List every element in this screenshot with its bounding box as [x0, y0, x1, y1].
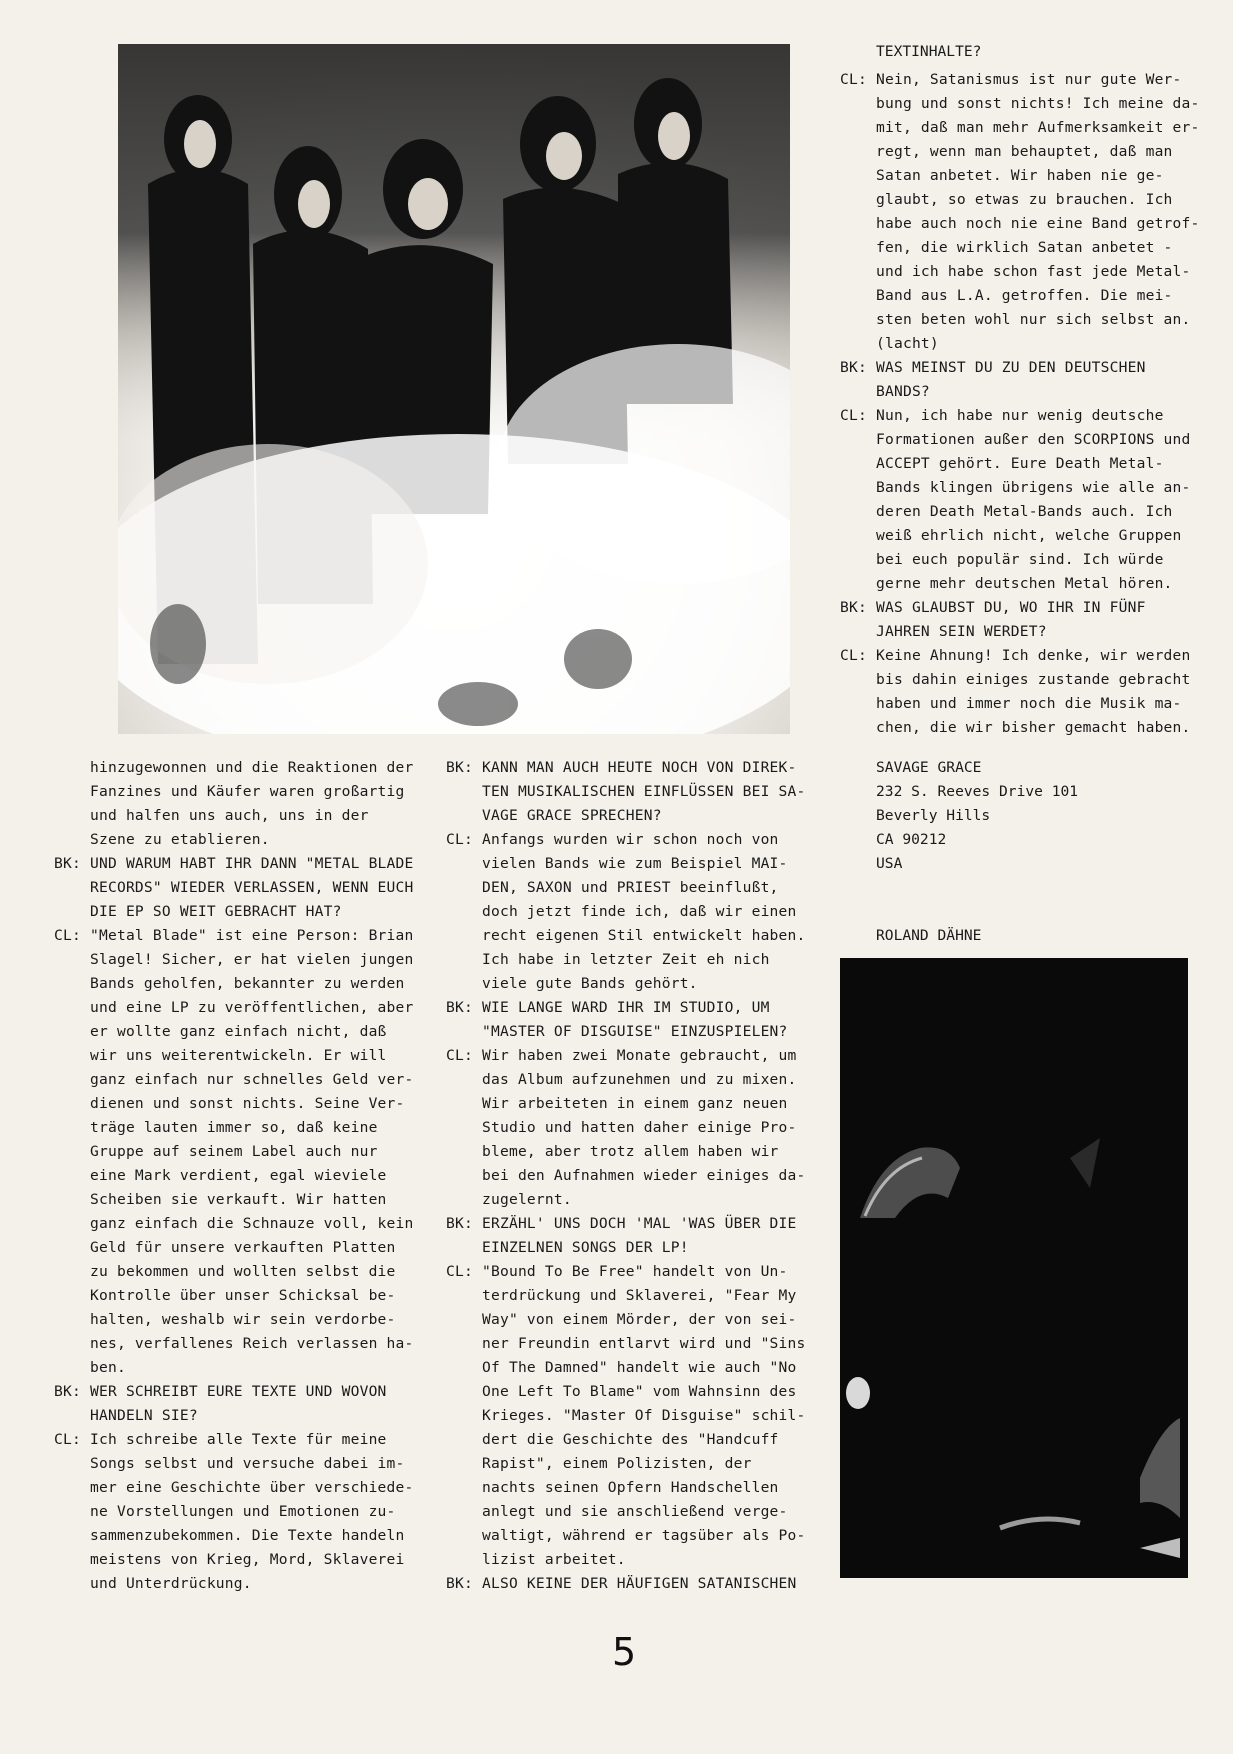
text-line: zu bekommen und wollten selbst die: [90, 1263, 396, 1280]
text-line: bleme, aber trotz allem haben wir: [482, 1143, 779, 1160]
address-line: SAVAGE GRACE: [876, 759, 982, 776]
text-line: Formationen außer den SCORPIONS und: [876, 431, 1191, 448]
column-2: [446, 756, 806, 1596]
text-line: zugelernt.: [482, 1191, 572, 1208]
text-line: EINZELNEN SONGS DER LP!: [482, 1239, 689, 1256]
text-line: dienen und sonst nichts. Seine Ver-: [90, 1095, 405, 1112]
text-line: und ich habe schon fast jede Metal-: [876, 263, 1191, 280]
speaker-label: CL:: [54, 1431, 81, 1448]
text-line: waltigt, während er tagsüber als Po-: [482, 1527, 806, 1544]
text-line: Studio und hatten daher einige Pro-: [482, 1119, 797, 1136]
text-line: ne Vorstellungen und Emotionen zu-: [90, 1503, 396, 1520]
text-line: und Unterdrückung.: [90, 1575, 252, 1592]
text-line: mit, daß man mehr Aufmerksamkeit er-: [876, 119, 1200, 136]
text-line: sammenzubekommen. Die Texte handeln: [90, 1527, 405, 1544]
paragraph-text: [876, 596, 1180, 644]
text-line: fen, die wirklich Satan anbetet -: [876, 239, 1173, 256]
text-line: Ich schreibe alle Texte für meine: [90, 1431, 387, 1448]
text-line: anlegt und sie anschließend verge-: [482, 1503, 788, 1520]
text-line: eine Mark verdient, egal wieviele: [90, 1167, 387, 1184]
interview-paragraph: [840, 644, 1191, 740]
text-line: WER SCHREIBT EURE TEXTE UND WOVON: [90, 1383, 387, 1400]
text-line: WAS GLAUBST DU, WO IHR IN FÜNF: [876, 599, 1146, 616]
text-line: viele gute Bands gehört.: [482, 975, 698, 992]
text-line: VAGE GRACE SPRECHEN?: [482, 807, 662, 824]
text-line: terdrückung und Sklaverei, "Fear My: [482, 1287, 797, 1304]
text-line: bis dahin einiges zustande gebracht: [876, 671, 1191, 688]
paragraph-text: [90, 756, 414, 852]
interview-paragraph: [446, 1212, 797, 1260]
text-line: nachts seinen Opfern Handschellen: [482, 1479, 779, 1496]
speaker-label: CL:: [446, 1263, 473, 1280]
interview-paragraph: [446, 1572, 797, 1596]
text-line: Rapist", einem Polizisten, der: [482, 1455, 752, 1472]
text-line: "MASTER OF DISGUISE" EINZUSPIELEN?: [482, 1023, 788, 1040]
interview-paragraph: [840, 404, 1191, 596]
text-line: ner Freundin entlarvt wird und "Sins: [482, 1335, 806, 1352]
interview-paragraph: [54, 852, 414, 924]
speaker-label: BK:: [446, 999, 473, 1016]
speaker-label: CL:: [840, 647, 867, 664]
speaker-label: BK:: [446, 1575, 473, 1592]
text-line: nes, verfallenes Reich verlassen ha-: [90, 1335, 414, 1352]
address-line: 232 S. Reeves Drive 101: [876, 783, 1079, 800]
interview-paragraph: [54, 1428, 414, 1596]
interview-paragraph: [446, 756, 806, 828]
text-line: vielen Bands wie zum Beispiel MAI-: [482, 855, 788, 872]
paragraph-text: [90, 1380, 394, 1428]
band-photo-illustration: [118, 44, 790, 734]
text-line: dert die Geschichte des "Handcuff: [482, 1431, 779, 1448]
text-line: bung und sonst nichts! Ich meine da-: [876, 95, 1200, 112]
text-line: haben und immer noch die Musik ma-: [876, 695, 1182, 712]
text-line: Of The Damned" handelt wie auch "No: [482, 1359, 797, 1376]
paragraph-text: [876, 356, 1180, 404]
speaker-label: CL:: [54, 927, 81, 944]
text-line: und eine LP zu veröffentlichen, aber: [90, 999, 414, 1016]
speaker-label: CL:: [840, 71, 867, 88]
interview-paragraph: [446, 996, 791, 1044]
live-photo: [840, 958, 1188, 1578]
text-line: "Metal Blade" ist eine Person: Brian: [90, 927, 414, 944]
column-3: [840, 68, 1200, 740]
text-line: KANN MAN AUCH HEUTE NOCH VON DIREK-: [482, 759, 797, 776]
text-line: Satan anbetet. Wir haben nie ge-: [876, 167, 1164, 184]
text-line: Bands klingen übrigens wie alle an-: [876, 479, 1191, 496]
text-line: ERZÄHL' UNS DOCH 'MAL 'WAS ÜBER DIE: [482, 1215, 797, 1232]
paragraph-text: [90, 1428, 414, 1596]
text-line: UND WARUM HABT IHR DANN "METAL BLADE: [90, 855, 414, 872]
text-line: regt, wenn man behauptet, daß man: [876, 143, 1173, 160]
text-line: ganz einfach die Schnauze voll, kein: [90, 1215, 414, 1232]
text-line: Szene zu etablieren.: [90, 831, 270, 848]
speaker-label: BK:: [446, 759, 473, 776]
text-line: ganz einfach nur schnelles Geld ver-: [90, 1071, 414, 1088]
text-line: Nun, ich habe nur wenig deutsche: [876, 407, 1164, 424]
text-line: glaubt, so etwas zu brauchen. Ich: [876, 191, 1173, 208]
speaker-label: BK:: [446, 1215, 473, 1232]
text-line: Krieges. "Master Of Disguise" schil-: [482, 1407, 806, 1424]
column-1: [54, 756, 414, 1596]
text-line: Way" von einem Mörder, der von sei-: [482, 1311, 797, 1328]
interview-paragraph: [446, 828, 806, 996]
text-line: deren Death Metal-Bands auch. Ich: [876, 503, 1173, 520]
text-line: bei euch populär sind. Ich würde: [876, 551, 1164, 568]
text-line: hinzugewonnen und die Reaktionen der: [90, 759, 414, 776]
speaker-label: BK:: [54, 855, 81, 872]
paragraph-text: [482, 1212, 797, 1260]
text-line: er wollte ganz einfach nicht, daß: [90, 1023, 387, 1040]
paragraph-text: [482, 1572, 797, 1596]
interview-paragraph: [54, 756, 414, 852]
speaker-label: BK:: [54, 1383, 81, 1400]
text-line: Anfangs wurden wir schon noch von: [482, 831, 779, 848]
text-line: Bands geholfen, bekannter zu werden: [90, 975, 405, 992]
text-line: gerne mehr deutschen Metal hören.: [876, 575, 1173, 592]
text-line: BANDS?: [876, 383, 930, 400]
text-line: WIE LANGE WARD IHR IM STUDIO, UM: [482, 999, 770, 1016]
text-line: halten, weshalb wir sein verdorbe-: [90, 1311, 396, 1328]
text-line: RECORDS" WIEDER VERLASSEN, WENN EUCH: [90, 879, 414, 896]
text-line: Fanzines und Käufer waren großartig: [90, 783, 405, 800]
text-line: Songs selbst und versuche dabei im-: [90, 1455, 405, 1472]
text-line: meistens von Krieg, Mord, Sklaverei: [90, 1551, 405, 1568]
text-line: Ich habe in letzter Zeit eh nich: [482, 951, 770, 968]
text-line: Nein, Satanismus ist nur gute Wer-: [876, 71, 1182, 88]
paragraph-text: [482, 828, 806, 996]
speaker-label: BK:: [840, 599, 867, 616]
text-line: DEN, SAXON und PRIEST beeinflußt,: [482, 879, 779, 896]
interview-paragraph: [840, 596, 1180, 644]
speaker-label: CL:: [446, 1047, 473, 1064]
interview-paragraph: [446, 1044, 806, 1212]
text-line: ben.: [90, 1359, 126, 1376]
text-line: Slagel! Sicher, er hat vielen jungen: [90, 951, 414, 968]
text-line: Wir haben zwei Monate gebraucht, um: [482, 1047, 797, 1064]
text-line: doch jetzt finde ich, daß wir einen: [482, 903, 797, 920]
text-line: Band aus L.A. getroffen. Die mei-: [876, 287, 1173, 304]
author-name: ROLAND DÄHNE: [876, 927, 982, 944]
text-line: weiß ehrlich nicht, welche Gruppen: [876, 527, 1182, 544]
text-line: Kontrolle über unser Schicksal be-: [90, 1287, 396, 1304]
text-line: WAS MEINST DU ZU DEN DEUTSCHEN: [876, 359, 1146, 376]
text-line: Wir arbeiteten in einem ganz neuen: [482, 1095, 788, 1112]
interview-paragraph: [54, 1380, 394, 1428]
band-photo: [118, 44, 790, 734]
paragraph-text: [482, 756, 806, 828]
text-line: JAHREN SEIN WERDET?: [876, 623, 1047, 640]
text-line: One Left To Blame" vom Wahnsinn des: [482, 1383, 797, 1400]
paragraph-text: [482, 1260, 806, 1572]
interview-paragraph: [446, 1260, 806, 1572]
paragraph-text: [876, 644, 1191, 740]
text-line: Gruppe auf seinem Label auch nur: [90, 1143, 378, 1160]
paragraph-text: [90, 852, 414, 924]
address-line: CA 90212: [876, 831, 947, 848]
address-line: Beverly Hills: [876, 807, 991, 824]
text-line: bei den Aufnahmen wieder einiges da-: [482, 1167, 806, 1184]
text-line: (lacht): [876, 335, 939, 352]
paragraph-text: [876, 68, 1200, 356]
text-line: DIE EP SO WEIT GEBRACHT HAT?: [90, 903, 342, 920]
interview-paragraph: [840, 68, 1200, 356]
text-line: Geld für unsere verkauften Platten: [90, 1239, 396, 1256]
text-line: Keine Ahnung! Ich denke, wir werden: [876, 647, 1191, 664]
page-number: 5: [612, 1630, 637, 1674]
text-line: chen, die wir bisher gemacht haben.: [876, 719, 1191, 736]
text-line: recht eigenen Stil entwickelt haben.: [482, 927, 806, 944]
text-line: lizist arbeitet.: [482, 1551, 626, 1568]
speaker-label: CL:: [840, 407, 867, 424]
text-line: ACCEPT gehört. Eure Death Metal-: [876, 455, 1164, 472]
text-line: mer eine Geschichte über verschiede-: [90, 1479, 414, 1496]
text-line: Scheiben sie verkauft. Wir hatten: [90, 1191, 387, 1208]
interview-paragraph: [840, 356, 1180, 404]
paragraph-text: [482, 996, 791, 1044]
column3-continued-line: TEXTINHALTE?: [876, 43, 982, 60]
address-line: USA: [876, 855, 903, 872]
interview-paragraph: [54, 924, 414, 1380]
text-line: sten beten wohl nur sich selbst an.: [876, 311, 1191, 328]
text-line: ALSO KEINE DER HÄUFIGEN SATANISCHEN: [482, 1575, 797, 1592]
text-line: HANDELN SIE?: [90, 1407, 198, 1424]
paragraph-text: [90, 924, 414, 1380]
live-photo-illustration: [840, 958, 1188, 1578]
speaker-label: [54, 756, 90, 852]
paragraph-text: [482, 1044, 806, 1212]
text-line: wir uns weiterentwickeln. Er will: [90, 1047, 387, 1064]
text-line: TEN MUSIKALISCHEN EINFLÜSSEN BEI SA-: [482, 783, 806, 800]
contact-address: [876, 756, 1176, 876]
speaker-label: CL:: [446, 831, 473, 848]
text-line: das Album aufzunehmen und zu mixen.: [482, 1071, 797, 1088]
text-line: habe auch noch nie eine Band getrof-: [876, 215, 1200, 232]
text-line: träge lauten immer so, daß keine: [90, 1119, 378, 1136]
speaker-label: BK:: [840, 359, 867, 376]
text-line: "Bound To Be Free" handelt von Un-: [482, 1263, 788, 1280]
text-line: und halfen uns auch, uns in der: [90, 807, 369, 824]
paragraph-text: [876, 404, 1191, 596]
